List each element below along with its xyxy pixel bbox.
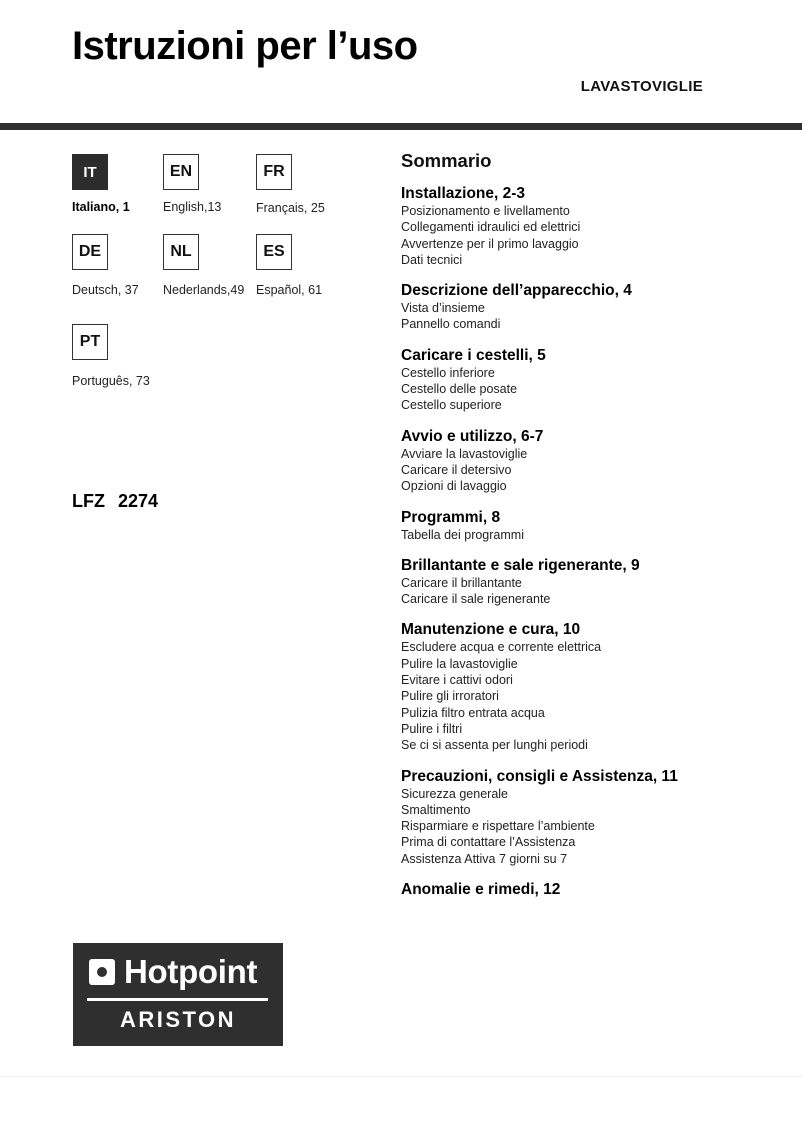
- toc-section: [401, 185, 761, 268]
- toc-item[interactable]: Assistenza Attiva 7 giorni su 7: [401, 851, 568, 866]
- lang-button-de[interactable]: DE: [72, 234, 108, 270]
- toc-item[interactable]: Posizionamento e livellamento: [401, 204, 570, 218]
- toc-item[interactable]: Risparmiare e rispettare l’ambiente: [401, 819, 595, 834]
- lang-label-pt[interactable]: Português, 73: [72, 374, 150, 388]
- toc-section: [401, 881, 761, 899]
- lang-label-en[interactable]: English,13: [163, 200, 222, 214]
- toc-item[interactable]: Caricare il brillantante: [401, 575, 522, 590]
- toc-item[interactable]: Evitare i cattivi odori: [401, 673, 513, 688]
- header-divider: [0, 123, 802, 130]
- toc-item[interactable]: Escludere acqua e corrente elettrica: [401, 640, 602, 655]
- logo-mark-icon: [89, 959, 115, 985]
- toc-sections: [401, 185, 761, 899]
- toc-item[interactable]: Avviare la lavastoviglie: [401, 446, 528, 461]
- brand-logo: [73, 943, 283, 1046]
- toc-item[interactable]: Vista d’insieme: [401, 301, 485, 316]
- toc-section: [401, 621, 761, 753]
- toc-section-heading[interactable]: Anomalie e rimedi, 12: [401, 881, 561, 899]
- logo-brand-text: Hotpoint: [124, 953, 258, 990]
- toc-item[interactable]: Cestello superiore: [401, 398, 502, 413]
- toc-item[interactable]: Avvertenze per il primo lavaggio: [401, 236, 579, 251]
- lang-button-fr[interactable]: FR: [256, 154, 292, 190]
- lang-button-es[interactable]: ES: [256, 234, 292, 270]
- toc-item[interactable]: Opzioni di lavaggio: [401, 479, 507, 494]
- toc-item[interactable]: Smaltimento: [401, 802, 471, 817]
- toc-item[interactable]: Pulire gli irroratori: [401, 689, 499, 704]
- toc-item[interactable]: Pulire la lavastoviglie: [401, 656, 518, 671]
- toc-section: [401, 282, 761, 333]
- lang-button-pt[interactable]: PT: [72, 324, 108, 360]
- toc-item[interactable]: Tabella dei programmi: [401, 527, 524, 542]
- toc-item[interactable]: Prima di contattare l’Assistenza: [401, 835, 576, 850]
- toc-item[interactable]: Pannello comandi: [401, 317, 501, 332]
- toc-item[interactable]: Sicurezza generale: [401, 786, 509, 801]
- toc-item[interactable]: Cestello delle posate: [401, 382, 518, 397]
- toc-section: [401, 347, 761, 414]
- toc-section-heading[interactable]: Precauzioni, consigli e Assistenza, 11: [401, 767, 678, 785]
- toc-section-heading[interactable]: Programmi, 8: [401, 508, 501, 526]
- lang-button-it[interactable]: IT: [72, 154, 108, 190]
- model-number: LFZ 2274: [72, 491, 159, 511]
- lang-label-nl[interactable]: Nederlands,49: [163, 283, 245, 297]
- toc-item[interactable]: Dati tecnici: [401, 252, 463, 267]
- lang-button-nl[interactable]: NL: [163, 234, 199, 270]
- table-of-contents: [401, 150, 761, 913]
- lang-label-fr[interactable]: Français, 25: [256, 201, 325, 215]
- toc-title: Sommario: [401, 150, 492, 171]
- toc-item[interactable]: Pulizia filtro entrata acqua: [401, 705, 545, 720]
- toc-item[interactable]: Cestello inferiore: [401, 365, 495, 380]
- product-type-label: LAVASTOVIGLIE: [580, 78, 703, 95]
- footer-divider: [0, 1076, 802, 1077]
- toc-section: [401, 768, 761, 867]
- toc-item[interactable]: Collegamenti idraulici ed elettrici: [401, 220, 581, 235]
- toc-section: [401, 557, 761, 608]
- toc-item[interactable]: Caricare il sale rigenerante: [401, 592, 551, 607]
- lang-button-en[interactable]: EN: [163, 154, 199, 190]
- page-title: Istruzioni per l’uso: [72, 24, 418, 68]
- toc-section-heading[interactable]: Avvio e utilizzo, 6-7: [401, 427, 544, 445]
- lang-label-es[interactable]: Español, 61: [256, 283, 323, 297]
- lang-label-de[interactable]: Deutsch, 37: [72, 283, 139, 297]
- toc-item[interactable]: Se ci si assenta per lunghi periodi: [401, 738, 588, 753]
- toc-item[interactable]: Pulire i filtri: [401, 721, 463, 736]
- toc-section-heading[interactable]: Manutenzione e cura, 10: [401, 621, 581, 639]
- toc-section-heading[interactable]: Descrizione dell’apparecchio, 4: [401, 282, 632, 300]
- toc-section-heading[interactable]: Installazione, 2-3: [401, 185, 526, 202]
- toc-section: [401, 509, 761, 543]
- lang-label-it[interactable]: Italiano, 1: [72, 200, 130, 214]
- logo-divider: [87, 998, 268, 1001]
- toc-section: [401, 428, 761, 495]
- toc-item[interactable]: Caricare il detersivo: [401, 462, 512, 477]
- toc-section-heading[interactable]: Caricare i cestelli, 5: [401, 346, 546, 364]
- logo-sub-text: ARISTON: [119, 1007, 237, 1032]
- toc-section-heading[interactable]: Brillantante e sale rigenerante, 9: [401, 556, 640, 574]
